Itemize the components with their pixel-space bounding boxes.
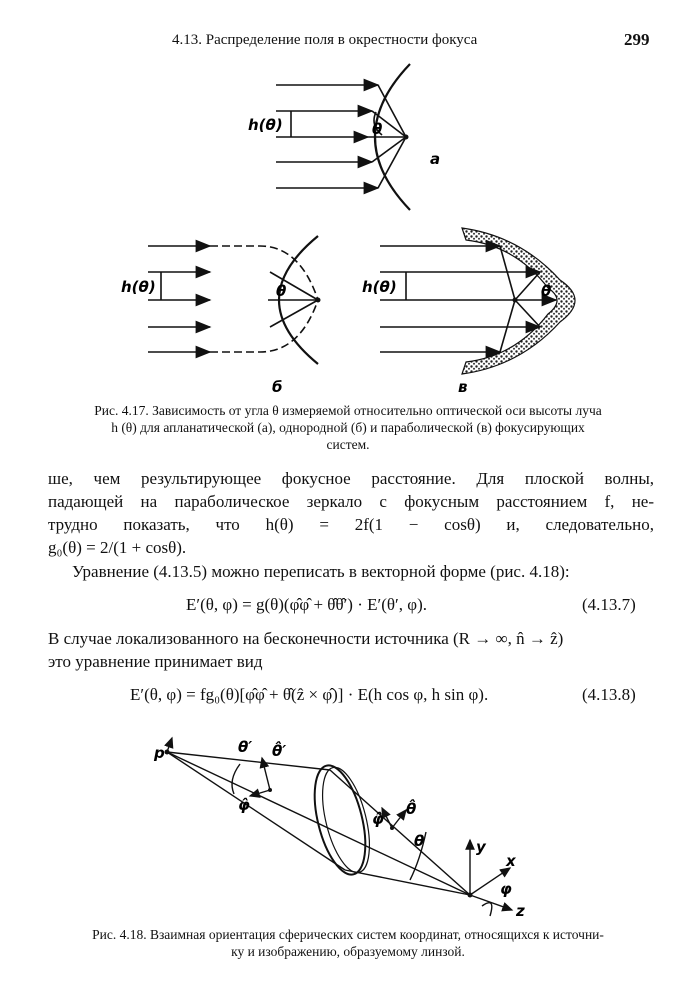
- equation-4-13-8: E′(θ, φ) = fg₀(θ)[φ̂φ̂ + θ̂(ẑ × φ̂)] · E(h cos φ, h sin φ).: [130, 685, 489, 704]
- theta-label-a: θ: [372, 120, 383, 138]
- text-line: падающей на параболическое зеркало с фокусным расстоянием f, не-: [48, 492, 654, 511]
- text-line: ше, чем результирующее фокусное расстояние. Для плоской волны,: [48, 469, 654, 488]
- panel-v-label: в: [458, 378, 468, 396]
- label-theta: θ: [414, 832, 425, 850]
- label-phi-hat: φ̂: [372, 810, 384, 828]
- caption-line: h (θ) для апланатической (a), однородной (б) и параболической (в) фокусирующих: [111, 420, 585, 435]
- panel-a-label: a: [430, 150, 441, 168]
- text-line: g₀(θ) = 2/(1 + cosθ).: [48, 538, 187, 557]
- figure-4-18: [0, 720, 696, 920]
- label-theta-hat: θ̂: [406, 800, 417, 818]
- running-title: 4.13. Распределение поля в окрестности фокуса: [172, 32, 478, 48]
- caption-line: Рис. 4.18. Взаимная ориентация сферических систем координат, относящихся к источни-: [92, 927, 604, 942]
- panel-b-label: б: [272, 378, 283, 396]
- equation-4-13-7: E′(θ, φ) = g(θ)(φ̂φ̂ + θ̂θ̂′) · E′(θ′, φ).: [186, 595, 427, 614]
- h-theta-label-a: h(θ): [248, 116, 283, 134]
- caption-line: Рис. 4.17. Зависимость от угла θ измеряемой относительно оптической оси высоты луча: [94, 403, 602, 418]
- label-theta-prime: θ′: [238, 738, 253, 756]
- equation-number: (4.13.7): [582, 595, 636, 614]
- text-line: трудно показать, что h(θ) = 2f(1 − cosθ) и, следовательно,: [48, 515, 654, 534]
- figure-4-17-caption: [38, 402, 658, 453]
- equation-number: (4.13.8): [582, 685, 636, 704]
- label-theta-hat-prime: θ̂′: [272, 742, 287, 760]
- caption-line: систем.: [326, 437, 370, 452]
- label-y: y: [476, 838, 486, 856]
- figure-4-17: [0, 0, 696, 400]
- panel-v-diagram: [380, 228, 575, 374]
- label-phi-hat-left: φ̂: [238, 796, 250, 814]
- theta-label-b: θ: [276, 282, 287, 300]
- figure-4-18-caption: [30, 926, 666, 960]
- text-line: это уравнение принимает вид: [48, 652, 263, 671]
- h-theta-label-b: h(θ): [121, 278, 156, 296]
- figure-4-18-lines: [167, 738, 512, 916]
- theta-label-v: θ: [541, 282, 552, 300]
- panel-a-diagram: [276, 64, 410, 210]
- label-z: z: [516, 902, 525, 920]
- label-phi: φ: [500, 880, 512, 898]
- text-line: В случае локализованного на бесконечности источника (R → ∞, n̂ → ẑ): [48, 629, 564, 648]
- panel-b-diagram: [148, 236, 318, 364]
- h-theta-label-v: h(θ): [362, 278, 397, 296]
- page-number: 299: [624, 30, 650, 49]
- label-x: x: [506, 852, 516, 870]
- label-p: p: [154, 744, 165, 762]
- caption-line: ку и изображению, образуемому линзой.: [231, 944, 465, 959]
- text-line: Уравнение (4.13.5) можно переписать в векторной форме (рис. 4.18):: [72, 562, 570, 581]
